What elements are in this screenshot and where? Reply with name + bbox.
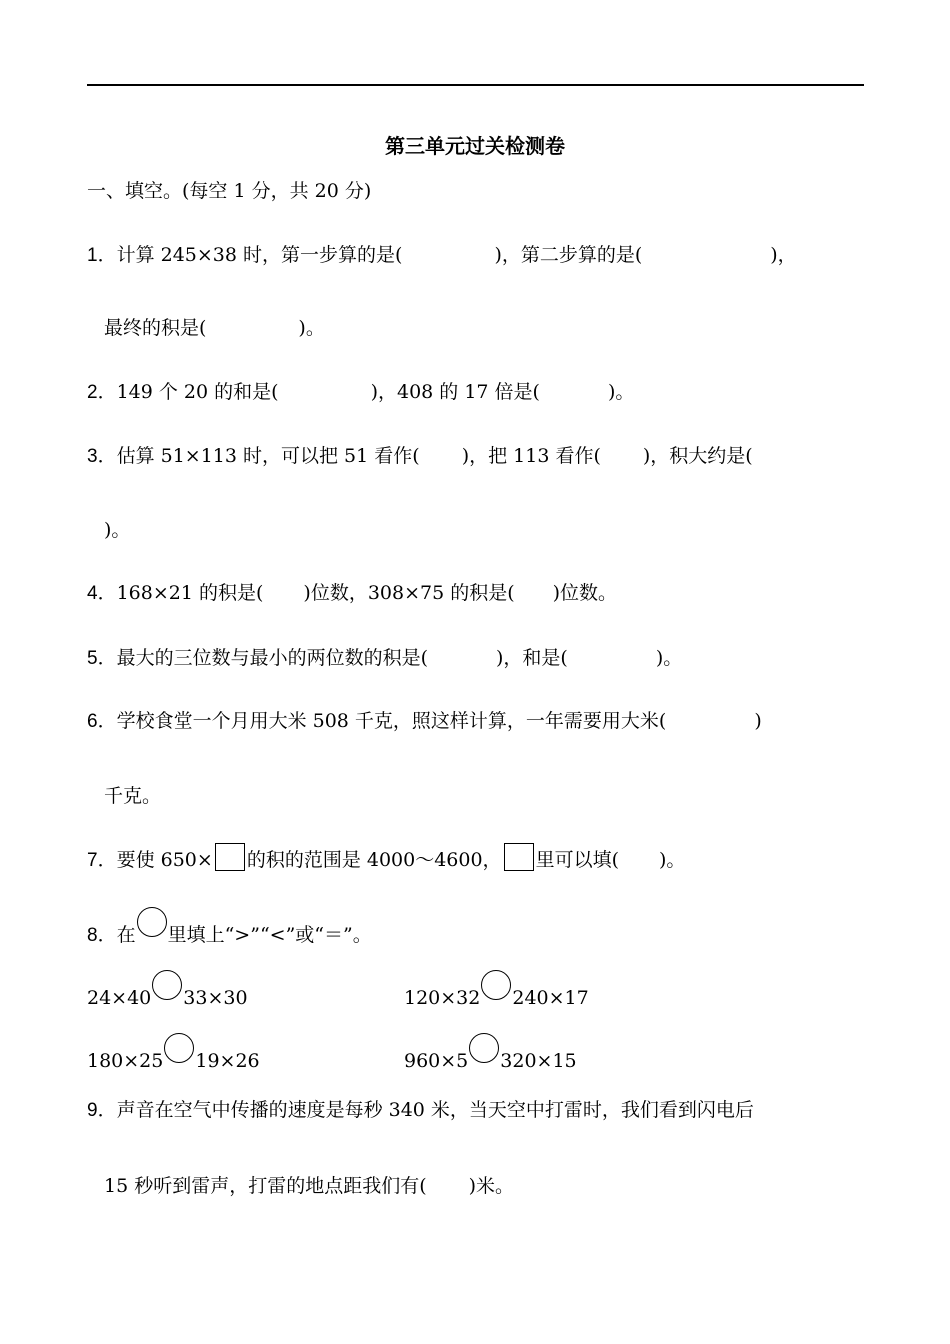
question-number: 7． [87, 850, 117, 871]
question-number: 8． [87, 925, 117, 946]
compare-circle[interactable] [164, 1033, 194, 1063]
question-1-continued: 最终的积是( )。 [104, 317, 325, 339]
question-number: 9． [87, 1100, 117, 1121]
question-number: 2． [87, 382, 117, 403]
compare-item: 120×32 240×17 [404, 970, 589, 1011]
compare-circle[interactable] [152, 970, 182, 1000]
question-3-continued: )。 [104, 519, 131, 541]
question-number: 5． [87, 648, 117, 669]
question-2: 2．149 个 20 的和是( )，408 的 17 倍是( )。 [87, 381, 635, 403]
compare-circle[interactable] [481, 970, 511, 1000]
question-9-continued: 15 秒听到雷声，打雷的地点距我们有( )米。 [104, 1175, 515, 1197]
compare-item: 180×25 19×26 [87, 1033, 260, 1074]
question-6-continued: 千克。 [104, 785, 162, 807]
compare-item: 960×5 320×15 [404, 1033, 577, 1074]
question-1: 1．计算 245×38 时，第一步算的是( )，第二步算的是( )， [87, 244, 797, 266]
question-3: 3．估算 51×113 时，可以把 51 看作( )，把 113 看作( )，积大约是( [87, 445, 753, 467]
question-9: 9．声音在空气中传播的速度是每秒 340 米，当天空中打雷时，我们看到闪电后 [87, 1099, 754, 1121]
blank-box[interactable] [504, 843, 534, 871]
section-heading: 一、填空。(每空 1 分，共 20 分) [87, 180, 372, 202]
compare-circle[interactable] [469, 1033, 499, 1063]
question-number: 4． [87, 583, 117, 604]
question-number: 6． [87, 711, 117, 732]
question-6: 6．学校食堂一个月用大米 508 千克，照这样计算，一年需要用大米( ) [87, 710, 762, 732]
compare-item: 24×40 33×30 [87, 970, 248, 1011]
blank-box[interactable] [215, 843, 245, 871]
question-number: 1． [87, 245, 117, 266]
question-number: 3． [87, 446, 117, 467]
page-title: 第三单元过关检测卷 [385, 134, 565, 158]
question-5: 5．最大的三位数与最小的两位数的积是( )，和是( )。 [87, 647, 683, 669]
question-4: 4．168×21 的积是( )位数，308×75 的积是( )位数。 [87, 582, 618, 604]
header-rule [87, 84, 864, 86]
blank-circle [137, 907, 167, 937]
question-7: 7．要使 650× 的积的范围是 4000～4600， 里可以填( )。 [87, 843, 685, 874]
question-8: 8．在 里填上“>”“<”或“＝”。 [87, 907, 372, 949]
